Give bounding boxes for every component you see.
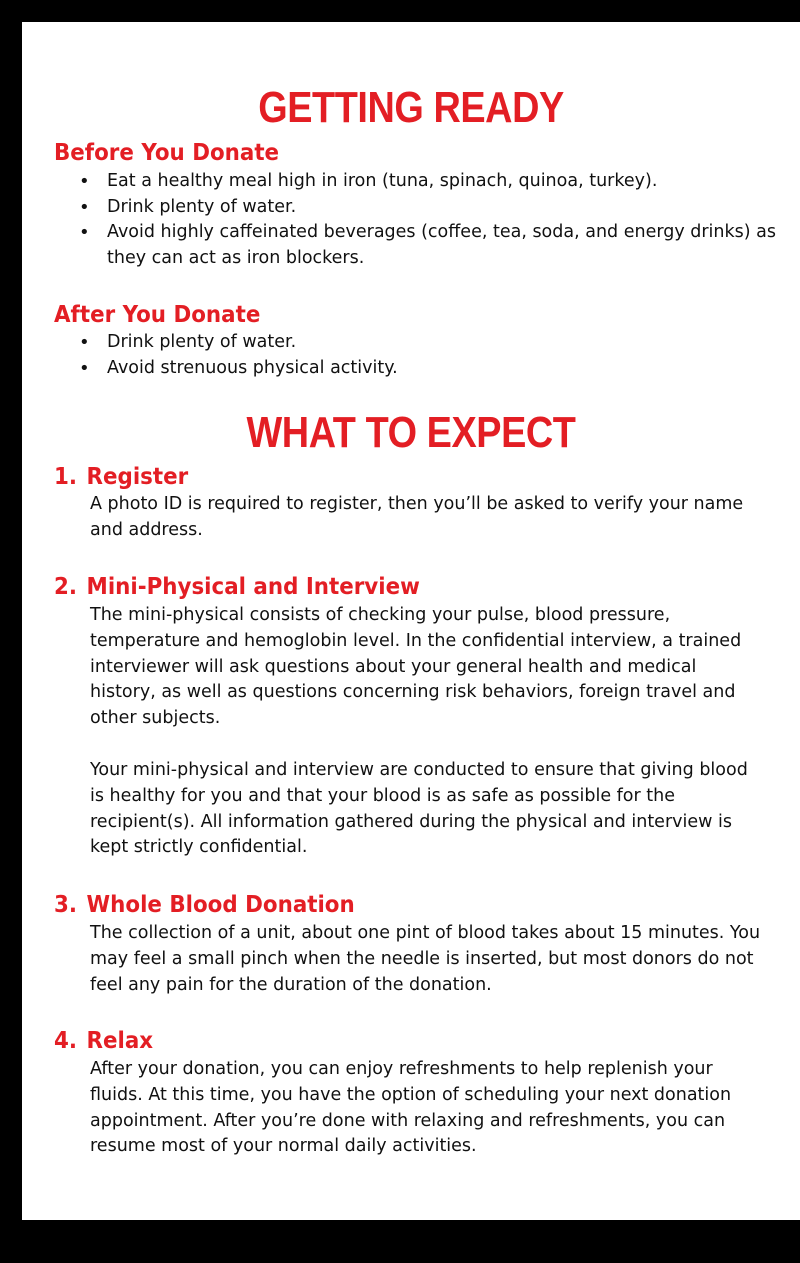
getting-ready-title: GETTING READY bbox=[258, 83, 564, 132]
step-title: Mini-Physical and Interview bbox=[86, 574, 420, 600]
list-item: • Eat a healthy meal high in iron (tuna, spinach, quinoa, turkey). bbox=[22, 169, 777, 195]
list-item: • Avoid highly caffeinated beverages (coffee, tea, soda, and energy drinks) as they can act as iron blockers. bbox=[22, 220, 777, 271]
step-mini-physical-text-1: The mini-physical consists of checking your pulse, blood pressure, temperature and hemoglobin level. In the confidential interview, a trained interviewer will ask questions about your general health and medical history, as well as questions concerning risk behaviors, foreign travel and other subjects. bbox=[90, 605, 742, 729]
step-relax-heading bbox=[54, 1027, 153, 1055]
what-to-expect-title: WHAT TO EXPECT bbox=[246, 408, 576, 457]
step-number: 2. bbox=[54, 574, 78, 600]
step-whole-blood-text: The collection of a unit, about one pint of blood takes about 15 minutes. You may feel a small pinch when the needle is inserted, but most donors do not feel any pain for the duration of the donation. bbox=[90, 923, 761, 995]
step-number: 4. bbox=[54, 1028, 78, 1054]
step-relax-text: After your donation, you can enjoy refreshments to help replenish your fluids. At this time, you have the option of scheduling your next donation appointment. After you’re done with relaxing and refreshments, you can resume most of your normal daily activities. bbox=[90, 1059, 732, 1157]
step-mini-physical-text-2: Your mini-physical and interview are conducted to ensure that giving blood is healthy for you and that your blood is as safe as possible for the recipient(s). All information gathered during the physical and interview is kept strictly confidential. bbox=[90, 760, 748, 858]
list-item: • Drink plenty of water. bbox=[22, 330, 777, 356]
after-you-donate-list bbox=[22, 330, 777, 381]
before-you-donate-list bbox=[22, 169, 777, 271]
step-whole-blood-heading bbox=[54, 891, 355, 919]
step-number: 3. bbox=[54, 892, 78, 918]
before-you-donate-heading: Before You Donate bbox=[54, 140, 280, 166]
step-title: Whole Blood Donation bbox=[86, 892, 355, 918]
step-number: 1. bbox=[54, 464, 78, 490]
step-register-text: A photo ID is required to register, then you’ll be asked to verify your name and address. bbox=[90, 494, 744, 540]
step-title: Relax bbox=[86, 1028, 154, 1054]
step-title: Register bbox=[86, 464, 189, 490]
list-item: • Avoid strenuous physical activity. bbox=[22, 356, 777, 382]
after-you-donate-heading: After You Donate bbox=[54, 302, 261, 328]
step-mini-physical-heading bbox=[54, 573, 420, 601]
step-register-heading bbox=[54, 463, 188, 491]
document-page bbox=[22, 22, 800, 1220]
list-item: • Drink plenty of water. bbox=[22, 195, 777, 221]
